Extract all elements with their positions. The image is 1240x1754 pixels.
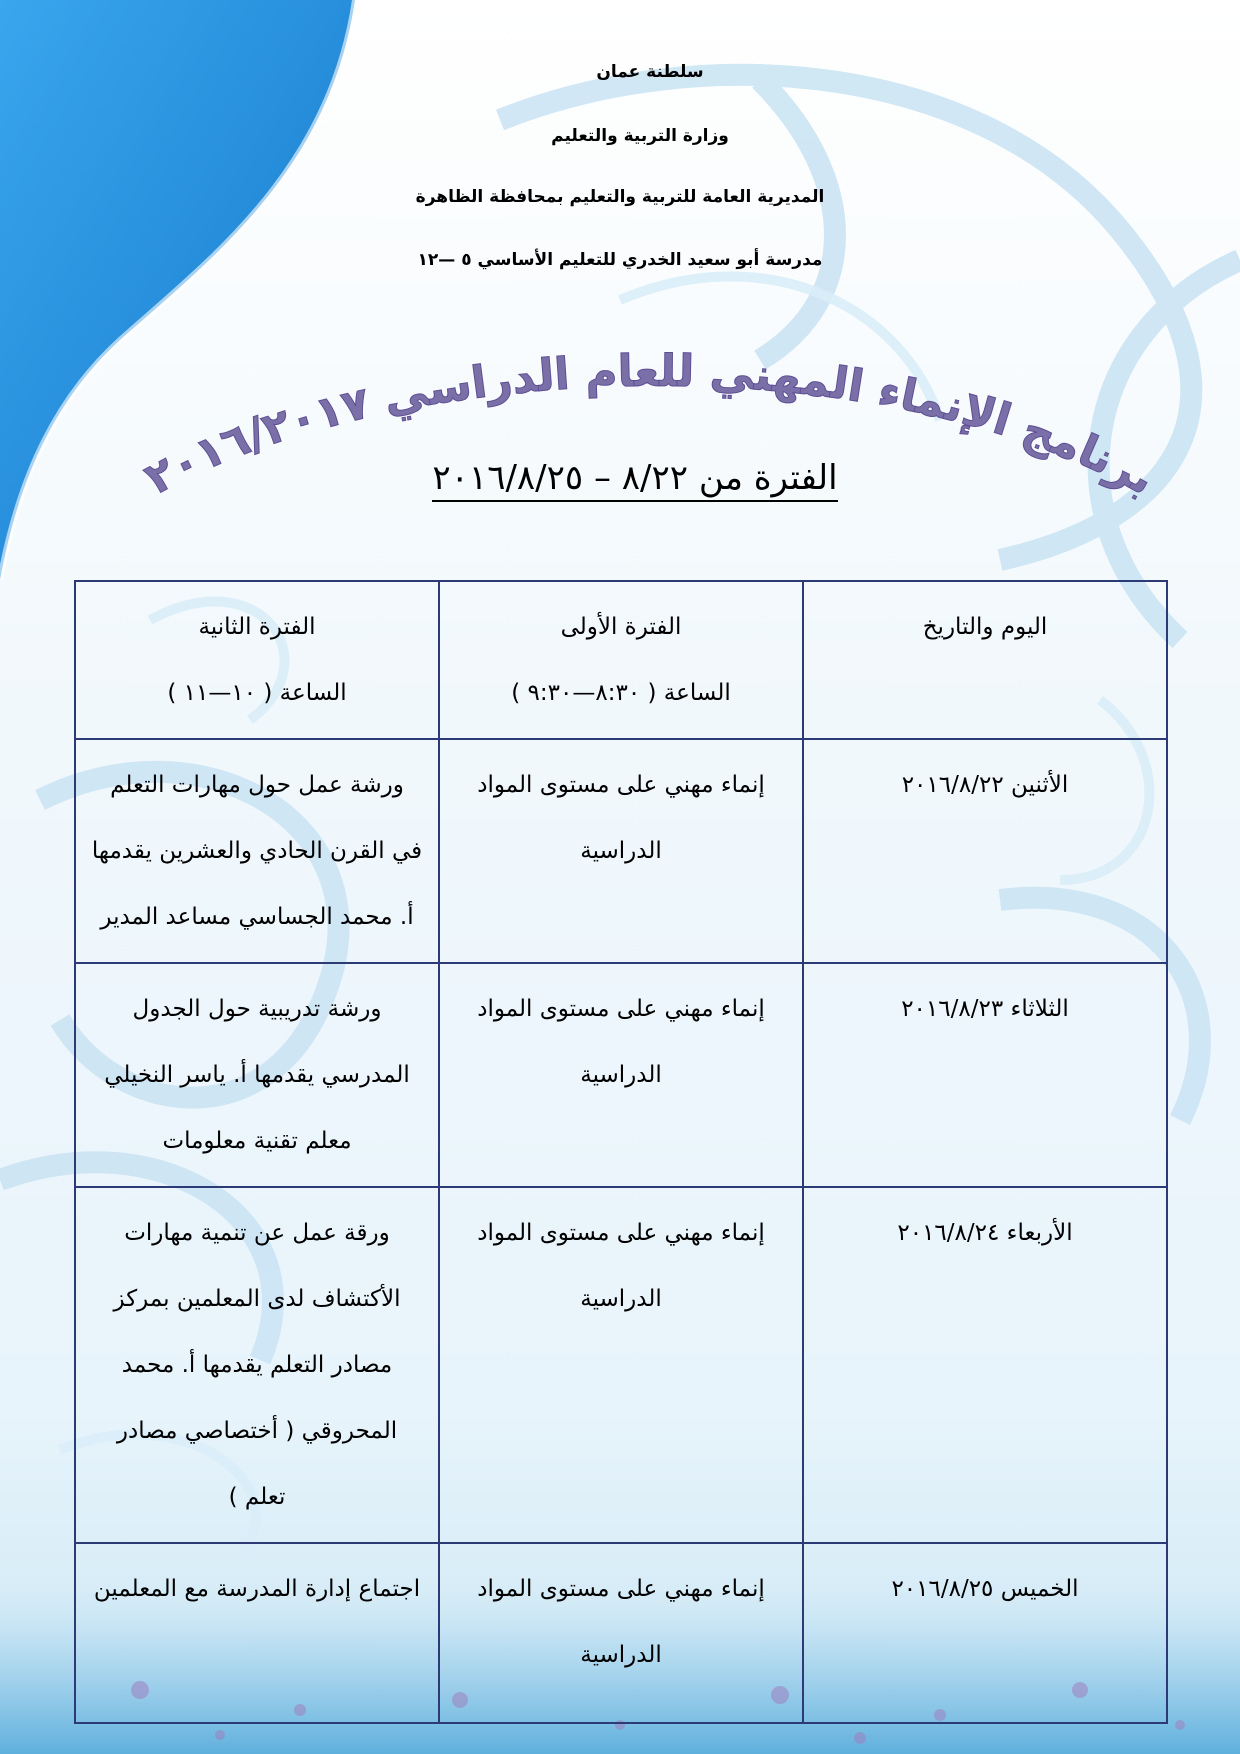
cell-line: اجتماع إدارة المدرسة مع المعلمين (93, 1576, 421, 1602)
table-row (75, 1187, 1167, 1543)
header-school: مدرسة أبو سعيد الخدري للتعليم الأساسي ٥ —١٢ (417, 250, 823, 270)
second-period-cell (75, 963, 439, 1187)
cell-line: الأكتشاف لدى المعلمين بمركز (113, 1286, 401, 1312)
program-title-text: برنامج الإنماء المهني للعام الدراسي ٢٠١٦/٢٠١٧ (136, 345, 1164, 506)
cell-line: إنماء مهني على مستوى المواد (477, 1576, 765, 1602)
header-time: الساعة ( ٨:٣٠—٩:٣٠ ) (511, 680, 731, 706)
table-header-row (75, 581, 1167, 739)
cell-line: الدراسية (580, 1062, 662, 1088)
cell-line: معلم تقنية معلومات (162, 1128, 352, 1154)
cell-line: الدراسية (580, 1642, 662, 1668)
table-row (75, 1543, 1167, 1723)
day-cell: الخميس ٢٠١٦/٨/٢٥ (803, 1543, 1167, 1723)
cell-line: إنماء مهني على مستوى المواد (477, 996, 765, 1022)
cell-line: ورشة عمل حول مهارات التعلم (110, 772, 404, 798)
day-cell: الأربعاء ٢٠١٦/٨/٢٤ (803, 1187, 1167, 1543)
period-range (390, 458, 880, 498)
cell-line: إنماء مهني على مستوى المواد (477, 772, 765, 798)
header-label: الفترة الثانية (198, 614, 316, 640)
table-row (75, 739, 1167, 963)
second-period-cell (75, 1187, 439, 1543)
first-period-cell (439, 1187, 803, 1543)
program-title (0, 330, 1240, 560)
cell-line: إنماء مهني على مستوى المواد (477, 1220, 765, 1246)
header-ministry: وزارة التربية والتعليم (551, 126, 729, 146)
cell-line: المحروقي ( أختصاصي مصادر (116, 1418, 398, 1444)
header-time: الساعة ( ١٠—١١ ) (167, 680, 347, 706)
second-period-cell (75, 1543, 439, 1723)
table-row (75, 963, 1167, 1187)
cell-line: الدراسية (580, 838, 662, 864)
cell-line: تعلم ) (228, 1484, 286, 1510)
first-period-cell (439, 1543, 803, 1723)
cell-line: المدرسي يقدمها أ. ياسر النخيلي (104, 1062, 410, 1088)
header-first-period (439, 581, 803, 739)
cell-line: مصادر التعلم يقدمها أ. محمد (121, 1352, 393, 1378)
period-range-text: الفترة من ٨/٢٢ – ٢٠١٦/٨/٢٥ (432, 458, 837, 502)
header-directorate: المديرية العامة للتربية والتعليم بمحافظة الظاهرة (415, 187, 825, 207)
cell-line: أ. محمد الجساسي مساعد المدير (100, 904, 414, 930)
header-label: الفترة الأولى (560, 614, 682, 640)
header-country: سلطنة عمان (596, 62, 704, 82)
cell-line: الدراسية (580, 1286, 662, 1312)
header-second-period (75, 581, 439, 739)
cell-line: ورقة عمل عن تنمية مهارات (124, 1220, 390, 1246)
day-cell: الثلاثاء ٢٠١٦/٨/٢٣ (803, 963, 1167, 1187)
schedule-table (74, 580, 1168, 1724)
header-day-date (803, 581, 1167, 739)
cell-line: ورشة تدريبية حول الجدول (132, 996, 382, 1022)
first-period-cell (439, 739, 803, 963)
first-period-cell (439, 963, 803, 1187)
header-label: اليوم والتاريخ (922, 614, 1048, 640)
day-cell: الأثنين ٢٠١٦/٨/٢٢ (803, 739, 1167, 963)
cell-line: في القرن الحادي والعشرين يقدمها (91, 838, 423, 864)
second-period-cell (75, 739, 439, 963)
